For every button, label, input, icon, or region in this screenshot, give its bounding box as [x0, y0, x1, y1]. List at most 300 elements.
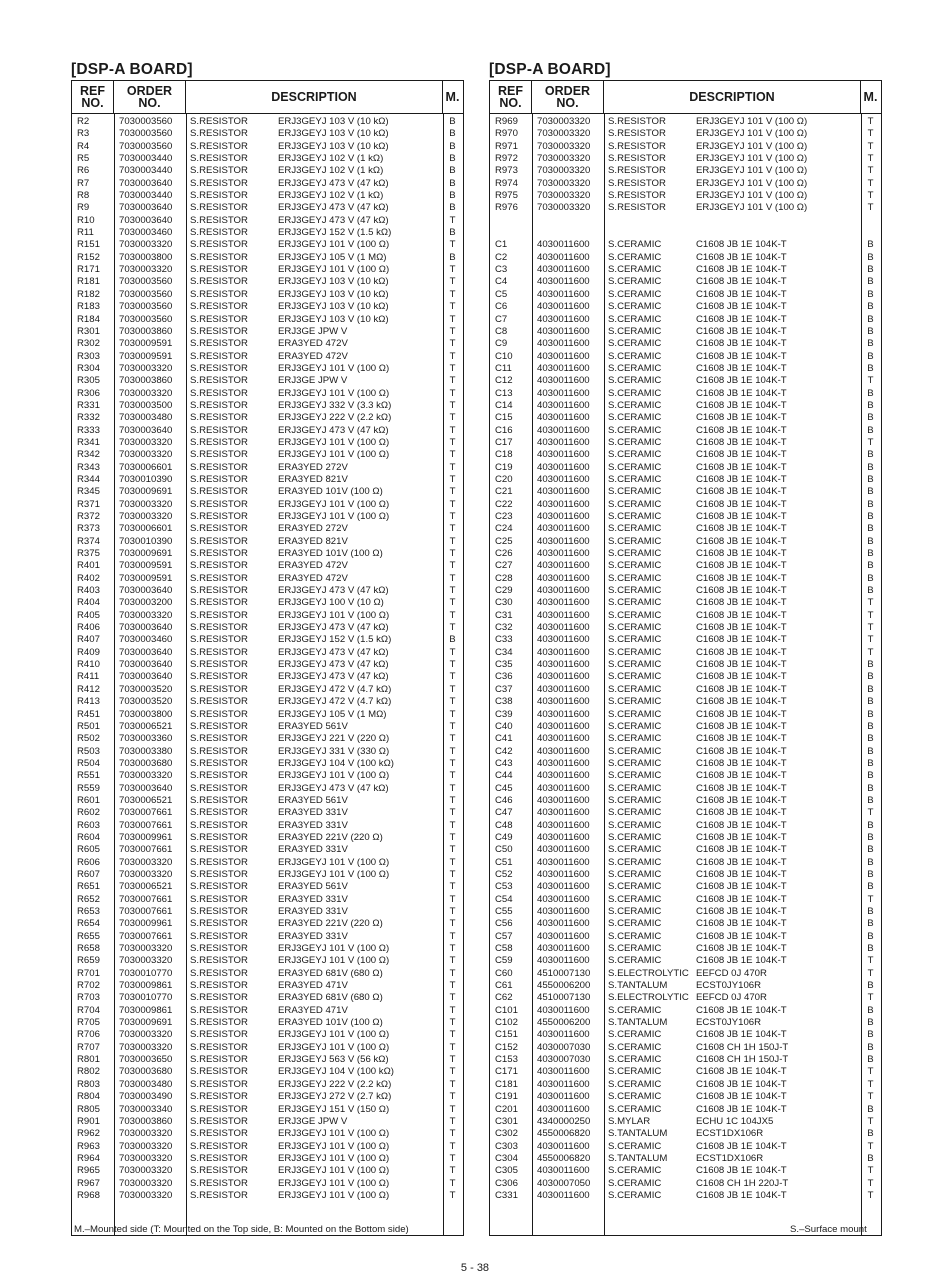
part-number: C1608 JB 1E 104K-T — [696, 276, 787, 288]
part-number: C1608 JB 1E 104K-T — [696, 239, 787, 251]
order-no: 7030003460 — [119, 634, 173, 646]
part-number: ERJ3GE JPW V — [278, 375, 348, 387]
ref-no: R975 — [495, 190, 518, 202]
mounted-side: B — [867, 560, 874, 572]
mounted-side: B — [867, 868, 874, 880]
part-number: ERJ3GEYJ 103 V (10 kΩ) — [278, 128, 389, 140]
ref-no: R504 — [77, 757, 100, 769]
ref-no: C34 — [495, 646, 513, 658]
ref-no: R403 — [77, 585, 100, 597]
ref-no: C33 — [495, 634, 513, 646]
part-type — [604, 227, 696, 239]
mounted-side: T — [449, 313, 456, 325]
ref-no: R151 — [77, 239, 100, 251]
part-number: C1608 JB 1E 104K-T — [696, 634, 787, 646]
mounted-side: T — [867, 1078, 874, 1090]
part-number: C1608 JB 1E 104K-T — [696, 683, 787, 695]
order-no: 7030003320 — [119, 868, 173, 880]
order-no: 7030003320 — [537, 177, 591, 189]
part-type: S.CERAMIC — [608, 1091, 662, 1103]
mounted-side: B — [449, 227, 456, 239]
part-type: S.RESISTOR — [190, 659, 248, 671]
mounted-side: T — [449, 276, 456, 288]
part-type: S.CERAMIC — [608, 548, 662, 560]
table-row — [490, 474, 881, 486]
table-row — [72, 425, 463, 437]
mounted-side: T — [867, 140, 874, 152]
table-row — [490, 795, 881, 807]
table-row — [490, 437, 881, 449]
part-number: ERJ3GEYJ 105 V (1 MΩ) — [278, 708, 387, 720]
table-row — [490, 314, 881, 326]
table-row — [72, 955, 463, 967]
mounted-side: B — [867, 288, 874, 300]
table-row — [490, 190, 881, 202]
table-row — [72, 610, 463, 622]
part-number: ERJ3GEYJ 100 V (10 Ω) — [278, 597, 384, 609]
part-number: C1608 JB 1E 104K-T — [696, 350, 787, 362]
mounted-side: T — [449, 980, 456, 992]
part-number: C1608 JB 1E 104K-T — [696, 733, 787, 745]
mounted-side: B — [867, 1152, 874, 1164]
mounted-side: T — [449, 399, 456, 411]
table-row — [72, 573, 463, 585]
order-no: 4030011600 — [537, 893, 590, 905]
ref-no: R413 — [77, 696, 100, 708]
order-no: 7030007661 — [119, 819, 173, 831]
part-number: C1608 JB 1E 104K-T — [696, 511, 787, 522]
mounted-side: T — [867, 128, 874, 140]
mounted-side: B — [867, 1128, 874, 1140]
ref-no: C11 — [495, 362, 512, 374]
part-type: S.RESISTOR — [190, 819, 248, 831]
table-row — [490, 610, 881, 622]
part-number: C1608 JB 1E 104K-T — [696, 770, 787, 782]
mounted-side: B — [867, 757, 874, 769]
mounted-side: T — [449, 1066, 456, 1078]
order-no: 7030010390 — [119, 473, 173, 485]
table-row — [490, 857, 881, 869]
order-no: 7030003800 — [119, 708, 173, 720]
order-no: 7030003320 — [119, 387, 173, 399]
table-row — [490, 634, 881, 646]
part-number: C1608 JB 1E 104K-T — [696, 831, 787, 843]
part-type: S.CERAMIC — [608, 930, 662, 942]
ref-no: C57 — [495, 930, 513, 942]
table-row — [72, 252, 463, 264]
order-no: 4030011600 — [537, 313, 590, 325]
ref-no: R655 — [77, 930, 100, 942]
part-number: ERA3YED 331V — [278, 893, 348, 905]
table-row — [490, 869, 881, 881]
mounted-side: T — [449, 511, 456, 522]
page-number: 5 - 38 — [460, 1262, 490, 1274]
part-number: ERJ3GEYJ 102 V (1 kΩ) — [278, 165, 384, 177]
table-row — [490, 1165, 881, 1177]
part-number: C1608 JB 1E 104K-T — [696, 498, 787, 510]
part-type: S.RESISTOR — [190, 1078, 248, 1090]
part-type: S.CERAMIC — [608, 486, 662, 498]
table-row — [72, 980, 463, 992]
part-number: ERJ3GEYJ 472 V (4.7 kΩ) — [278, 696, 392, 708]
table-row — [490, 1141, 881, 1153]
table-row — [490, 116, 881, 128]
part-type: S.RESISTOR — [190, 548, 248, 560]
part-type: S.CERAMIC — [608, 943, 662, 955]
table-row — [490, 1104, 881, 1116]
part-number: ERJ3GEYJ 103 V (10 kΩ) — [278, 116, 389, 127]
ref-no: R968 — [77, 1189, 100, 1201]
part-type: S.CERAMIC — [608, 794, 662, 806]
part-number: C1608 JB 1E 104K-T — [696, 399, 787, 411]
header-ref-no: REF NO. — [490, 81, 532, 113]
part-type: S.RESISTOR — [190, 918, 248, 930]
order-no: 7030009591 — [119, 560, 173, 572]
order-no: 7030009861 — [119, 1004, 173, 1016]
part-type: S.CERAMIC — [608, 831, 662, 843]
table-row — [72, 141, 463, 153]
order-no: 4030011600 — [537, 251, 590, 263]
order-no: 7030009691 — [119, 1017, 173, 1029]
mounted-side: T — [449, 733, 456, 745]
part-number: ERJ3GEYJ 473 V (47 kΩ) — [278, 585, 389, 597]
part-number: C1608 JB 1E 104K-T — [696, 671, 787, 683]
part-type: S.RESISTOR — [190, 955, 248, 967]
table-row — [72, 770, 463, 782]
mounted-side: T — [867, 153, 874, 165]
ref-no: R305 — [77, 375, 100, 387]
ref-no: R964 — [77, 1152, 100, 1164]
order-no: 4030011600 — [537, 461, 590, 473]
ref-no: C49 — [495, 831, 513, 843]
ref-no: R606 — [77, 856, 100, 868]
mounted-side: T — [867, 1066, 874, 1078]
ref-no: C39 — [495, 708, 513, 720]
part-type: S.RESISTOR — [608, 165, 666, 177]
ref-no: C36 — [495, 671, 513, 683]
ref-no: R375 — [77, 548, 100, 560]
order-no: 4030011600 — [537, 770, 590, 782]
mounted-side: T — [867, 992, 874, 1004]
order-no: 7030003320 — [119, 1177, 173, 1189]
part-number: C1608 JB 1E 104K-T — [696, 1004, 787, 1016]
table-body — [72, 114, 463, 1202]
ref-no: C12 — [495, 375, 513, 387]
order-no: 7030009961 — [119, 831, 173, 843]
part-type: S.RESISTOR — [190, 597, 248, 609]
part-number: C1608 JB 1E 104K-T — [696, 387, 787, 399]
part-type: S.CERAMIC — [608, 893, 662, 905]
table-row — [72, 634, 463, 646]
mounted-side: T — [449, 757, 456, 769]
ref-no: R171 — [77, 264, 100, 276]
order-no: 4030011600 — [537, 473, 590, 485]
ref-no: C2 — [495, 251, 508, 263]
part-number: ERJ3GEYJ 103 V (10 kΩ) — [278, 301, 389, 313]
ref-no: R703 — [77, 992, 100, 1004]
order-no: 7030006601 — [119, 461, 173, 473]
table-row — [490, 141, 881, 153]
mounted-side: T — [867, 165, 874, 177]
table-row — [72, 881, 463, 893]
part-type: S.CERAMIC — [608, 1029, 662, 1041]
part-type: S.RESISTOR — [190, 350, 248, 362]
part-number: ECST1DX106R — [696, 1128, 764, 1140]
mounted-side: T — [449, 424, 456, 436]
header-mounted: M. — [445, 90, 460, 104]
mounted-side: B — [867, 770, 874, 782]
table-row — [490, 276, 881, 288]
table-row — [490, 486, 881, 498]
part-type: S.RESISTOR — [190, 227, 248, 239]
part-type: S.ELECTROLYTIC — [608, 992, 689, 1004]
part-type: S.CERAMIC — [608, 844, 662, 856]
part-number: ERA3YED 331V — [278, 844, 348, 856]
part-type: S.CERAMIC — [608, 757, 662, 769]
table-row — [490, 931, 881, 943]
table-row — [490, 696, 881, 708]
table-row — [72, 1104, 463, 1116]
order-no: 4030011600 — [537, 1091, 590, 1103]
part-type: S.RESISTOR — [190, 436, 248, 448]
part-number: C1608 JB 1E 104K-T — [696, 461, 787, 473]
table-row — [72, 202, 463, 214]
table-row — [72, 894, 463, 906]
table-row — [72, 869, 463, 881]
mounted-side: B — [867, 424, 874, 436]
part-type: S.CERAMIC — [608, 1066, 662, 1078]
mounted-side: T — [449, 992, 456, 1004]
mounted-side: T — [449, 486, 456, 498]
part-type: S.RESISTOR — [190, 387, 248, 399]
table-row — [490, 955, 881, 967]
ref-no: C46 — [495, 794, 513, 806]
mounted-side: T — [449, 955, 456, 967]
mounted-side: B — [867, 350, 874, 362]
mounted-side: T — [867, 622, 874, 634]
mounted-side: T — [867, 1140, 874, 1152]
table-row — [490, 770, 881, 782]
part-type: S.MYLAR — [608, 1115, 651, 1127]
order-no: 7030009691 — [119, 548, 173, 560]
mounted-side: B — [867, 548, 874, 560]
ref-no: R801 — [77, 1054, 100, 1066]
part-number: C1608 JB 1E 104K-T — [696, 560, 787, 572]
order-no: 4030011600 — [537, 264, 590, 276]
table-row — [72, 1128, 463, 1140]
ref-no: R406 — [77, 622, 100, 634]
ref-no: R971 — [495, 140, 518, 152]
part-number: C1608 JB 1E 104K-T — [696, 288, 787, 300]
ref-no: C331 — [495, 1189, 518, 1201]
ref-no: R2 — [77, 116, 90, 127]
table-row — [490, 807, 881, 819]
ref-no: C301 — [495, 1115, 518, 1127]
order-no: 7030003380 — [119, 745, 173, 757]
ref-no: R11 — [77, 227, 94, 239]
part-number: ERJ3GEYJ 332 V (3.3 kΩ) — [278, 399, 392, 411]
mounted-side: T — [867, 375, 874, 387]
part-number: ERJ3GEYJ 101 V (100 Ω) — [278, 856, 390, 868]
part-number: ERJ3GEYJ 472 V (4.7 kΩ) — [278, 683, 392, 695]
mounted-side: B — [449, 140, 456, 152]
order-no: 4030011600 — [537, 399, 590, 411]
part-number: ERA3YED 561V — [278, 794, 348, 806]
order-no: 4340000250 — [537, 1115, 591, 1127]
order-no: 4030011600 — [537, 1078, 590, 1090]
mounted-side: B — [867, 449, 874, 461]
part-number: ERA3YED 472V — [278, 572, 348, 584]
mounted-side: B — [867, 1029, 874, 1041]
mounted-side: T — [449, 473, 456, 485]
part-number: ERJ3GEYJ 101 V (100 Ω) — [278, 1152, 390, 1164]
part-number: ERJ3GEYJ 101 V (100 Ω) — [278, 868, 390, 880]
mounted-side: T — [867, 116, 874, 127]
mounted-side: T — [449, 930, 456, 942]
table-row — [72, 523, 463, 535]
order-no: 7030003640 — [119, 177, 173, 189]
order-no: 4550006820 — [537, 1152, 591, 1164]
part-number: C1608 JB 1E 104K-T — [696, 585, 787, 597]
table-row — [490, 980, 881, 992]
table-row — [490, 881, 881, 893]
part-number: C1608 JB 1E 104K-T — [696, 486, 787, 498]
part-number: ERJ3GEYJ 101 V (100 Ω) — [278, 387, 390, 399]
table-row — [72, 314, 463, 326]
order-no: 4030011600 — [537, 560, 590, 572]
order-no: 7030009691 — [119, 486, 173, 498]
table-row — [72, 1079, 463, 1091]
table-row — [490, 659, 881, 671]
table-row — [72, 388, 463, 400]
part-number: C1608 JB 1E 104K-T — [696, 844, 787, 856]
part-number: C1608 JB 1E 104K-T — [696, 856, 787, 868]
ref-no: R371 — [77, 498, 100, 510]
ref-no: C101 — [495, 1004, 518, 1016]
ref-no: C27 — [495, 560, 513, 572]
part-number: ERA3YED 101V (100 Ω) — [278, 1017, 383, 1029]
table-row — [72, 560, 463, 572]
order-no: 4030011600 — [537, 930, 590, 942]
mounted-side: B — [867, 276, 874, 288]
table-row — [72, 363, 463, 375]
ref-no: C20 — [495, 473, 513, 485]
part-type: S.RESISTOR — [190, 239, 248, 251]
table-row — [72, 622, 463, 634]
table-row — [490, 597, 881, 609]
table-row — [72, 1178, 463, 1190]
part-type: S.RESISTOR — [190, 498, 248, 510]
part-number: ERA3YED 472V — [278, 338, 348, 350]
table-row — [72, 474, 463, 486]
order-no: 7030003560 — [119, 276, 173, 288]
part-type: S.RESISTOR — [190, 523, 248, 535]
order-no: 4030011600 — [537, 523, 590, 535]
part-type: S.CERAMIC — [608, 498, 662, 510]
mounted-side: T — [449, 1177, 456, 1189]
part-type: S.RESISTOR — [190, 1177, 248, 1189]
part-type: S.RESISTOR — [190, 967, 248, 979]
part-type: S.RESISTOR — [190, 424, 248, 436]
part-type: S.CERAMIC — [608, 1140, 662, 1152]
table-header — [72, 81, 463, 114]
part-number: ERJ3GEYJ 152 V (1.5 kΩ) — [278, 634, 392, 646]
mounted-side: B — [867, 980, 874, 992]
part-type: S.CERAMIC — [608, 585, 662, 597]
part-number: ERJ3GEYJ 101 V (100 Ω) — [278, 770, 390, 782]
table-row — [72, 597, 463, 609]
ref-no: C48 — [495, 819, 513, 831]
table-row — [72, 289, 463, 301]
ref-no: R601 — [77, 794, 100, 806]
part-type: S.CERAMIC — [608, 276, 662, 288]
mounted-side: T — [867, 634, 874, 646]
ref-no: R8 — [77, 190, 90, 202]
mounted-side: T — [449, 856, 456, 868]
table-row — [72, 178, 463, 190]
table-row — [490, 585, 881, 597]
order-no: 7030003320 — [537, 128, 591, 140]
part-number: C1608 JB 1E 104K-T — [696, 1140, 787, 1152]
part-type: S.RESISTOR — [190, 1165, 248, 1177]
ref-no: R651 — [77, 881, 100, 893]
part-type: S.RESISTOR — [190, 1004, 248, 1016]
part-type: S.CERAMIC — [608, 720, 662, 732]
table-row — [72, 696, 463, 708]
mounted-side: T — [449, 560, 456, 572]
mounted-side — [861, 215, 880, 227]
ref-no: C28 — [495, 572, 513, 584]
mounted-side: B — [449, 202, 456, 214]
order-no: 7030003320 — [537, 190, 591, 202]
table-row — [72, 1091, 463, 1103]
part-type: S.CERAMIC — [608, 325, 662, 337]
part-type: S.RESISTOR — [190, 1152, 248, 1164]
mounted-side: T — [449, 585, 456, 597]
part-type: S.RESISTOR — [190, 486, 248, 498]
mounted-side: B — [867, 943, 874, 955]
order-no: 4030007030 — [537, 1041, 591, 1053]
order-no: 7030003500 — [119, 399, 173, 411]
table-row — [72, 918, 463, 930]
part-type: S.CERAMIC — [608, 1078, 662, 1090]
mounted-side: T — [449, 831, 456, 843]
part-number: ERA3YED 561V — [278, 881, 348, 893]
part-type: S.RESISTOR — [190, 473, 248, 485]
ref-no: R304 — [77, 362, 100, 374]
part-number: ERJ3GEYJ 101 V (100 Ω) — [278, 1177, 390, 1189]
order-no: 7030007661 — [119, 893, 173, 905]
mounted-side: B — [449, 128, 456, 140]
ref-no: C53 — [495, 881, 513, 893]
table-row — [72, 1190, 463, 1202]
part-number: ERJ3GEYJ 563 V (56 kΩ) — [278, 1054, 389, 1066]
part-type: S.CERAMIC — [608, 375, 662, 387]
part-number: C1608 JB 1E 104K-T — [696, 449, 787, 461]
ref-no: C1 — [495, 239, 508, 251]
order-no: 7030003650 — [119, 1054, 173, 1066]
mounted-side: T — [449, 535, 456, 547]
table-row — [72, 968, 463, 980]
mounted-side: B — [867, 572, 874, 584]
table-row — [490, 511, 881, 523]
table-row — [72, 1165, 463, 1177]
ref-no: R965 — [77, 1165, 100, 1177]
ref-no: C151 — [495, 1029, 518, 1041]
part-type: S.RESISTOR — [190, 782, 248, 794]
part-number: ERJ3GEYJ 473 V (47 kΩ) — [278, 424, 389, 436]
order-no: 4550006200 — [537, 980, 591, 992]
